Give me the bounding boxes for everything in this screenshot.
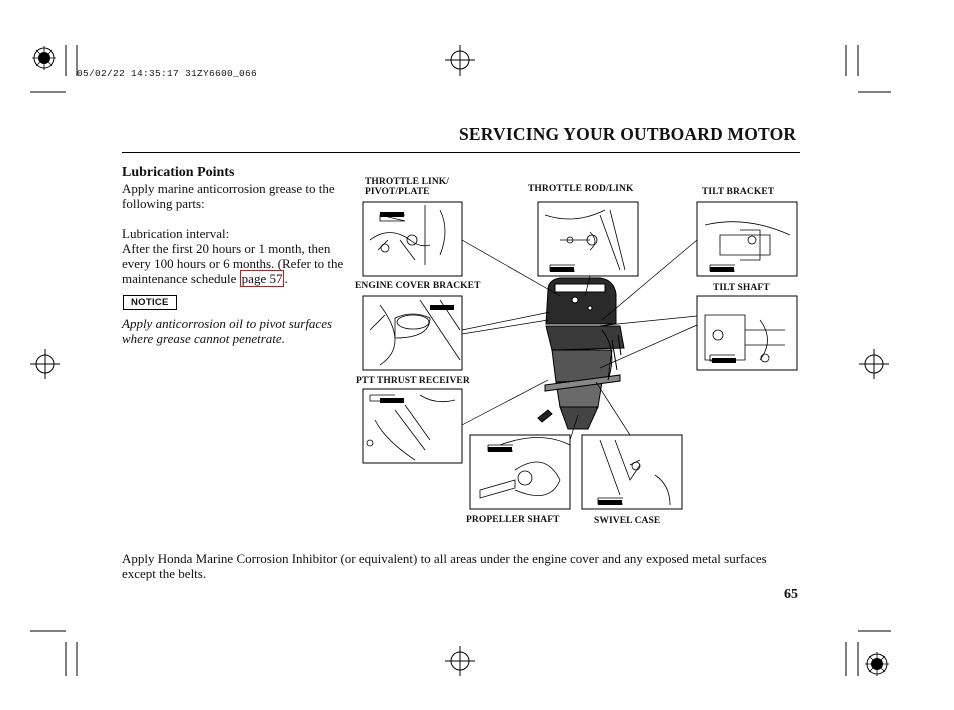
- label-throttle-rod: THROTTLE ROD/LINK: [528, 184, 634, 194]
- crop-mark-top-right: [846, 45, 891, 92]
- label-tilt-shaft: TILT SHAFT: [713, 283, 770, 293]
- registration-target-bottom: [445, 646, 475, 676]
- interval-label: Lubrication interval:: [122, 226, 230, 241]
- label-ptt-thrust-receiver: PTT THRUST RECEIVER: [356, 376, 470, 386]
- crop-mark-top-left: [30, 45, 77, 92]
- crop-mark-bottom-left: [30, 631, 77, 676]
- label-swivel-case: SWIVEL CASE: [594, 516, 661, 526]
- interval-text-main: After the first 20 hours or 1 month, then every 100 hours or 6 months. (Refer to the maintenance schedule: [122, 241, 344, 286]
- inset-swivel-case: [582, 435, 682, 509]
- label-throttle-link-line1: THROTTLE LINK/: [365, 177, 450, 187]
- inset-throttle-link: [363, 202, 462, 276]
- interval-text-end: .: [284, 271, 288, 286]
- label-engine-cover-bracket: ENGINE COVER BRACKET: [355, 281, 481, 291]
- label-throttle-link-line2: PIVOT/PLATE: [365, 187, 430, 197]
- notice-badge: NOTICE: [123, 295, 177, 310]
- print-stamp: 05/02/22 14:35:17 31ZY6600_066: [77, 68, 258, 79]
- section-heading: Lubrication Points: [122, 165, 235, 180]
- star-target-bottom-right: [865, 652, 889, 676]
- title-rule: [122, 152, 800, 153]
- footer-paragraph: Apply Honda Marine Corrosion Inhibitor (or equivalent) to all areas under the engine cover and any exposed metal surfaces except the belts.: [122, 551, 767, 581]
- label-throttle-link: [365, 177, 449, 197]
- interval-block: [122, 226, 362, 286]
- star-target-top-left: [32, 46, 56, 70]
- page-reference-link[interactable]: page 57: [241, 271, 283, 286]
- registration-target-top: [445, 45, 475, 76]
- page-title: SERVICING YOUR OUTBOARD MOTOR: [459, 124, 797, 144]
- interval-text: [122, 241, 362, 286]
- inset-ptt-thrust-receiver: [363, 389, 462, 463]
- label-tilt-bracket: TILT BRACKET: [702, 187, 775, 197]
- registration-target-right: [859, 349, 889, 379]
- intro-text: Apply marine anticorrosion grease to the following parts:: [122, 181, 335, 211]
- registration-target-left: [30, 349, 60, 379]
- notice-text: Apply anticorrosion oil to pivot surfaces where grease cannot penetrate.: [122, 316, 333, 346]
- outboard-motor-illustration: [538, 278, 624, 429]
- label-propeller-shaft: PROPELLER SHAFT: [466, 515, 560, 525]
- page-number: 65: [784, 587, 798, 602]
